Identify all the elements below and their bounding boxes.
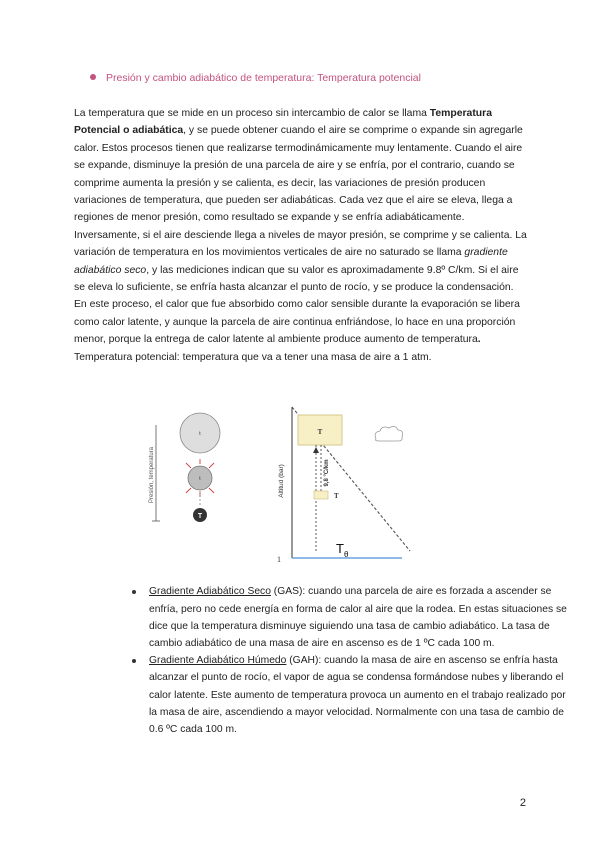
list-term: Gradiente Adiabático Húmedo	[149, 655, 287, 667]
gradient-list	[92, 583, 572, 738]
para-text-2: , y se puede obtener cuando el aire se comprime o expande sin agregarle calor. Estos procesos tienen que realizarse termodinámicamente muy lentamente. Cuando el aire se expande, disminuye la presión de una parcela de aire y se enfría, por el contrario, cuando se comprime aumenta la presión y se calienta, es decir, las variaciones de presión producen variaciones de temperatura, que pueden ser adiabáticas. Cada vez que el aire se eleva, llega a regiones de menor presión, como resultado se expande y se enfría adiabáticamente. Inversamente, si el aire desciende llega a niveles de mayor presión, se comprime y se calienta. La variación de temperatura en los movimientos verticales de aire no saturado se llama	[74, 125, 527, 259]
section-heading	[90, 72, 421, 84]
para-bold-term: Temperatura Potencial o adiabática	[74, 108, 492, 137]
ascent-arrow-icon	[313, 447, 319, 453]
para-bold-dot: .	[477, 334, 481, 346]
page-number: 2	[519, 797, 526, 809]
heading-bullet-icon	[90, 74, 96, 80]
list-term: Gradiente Adiabático Seco	[149, 586, 271, 598]
lower-parcel-box	[314, 491, 328, 499]
para-text-1: La temperatura que se mide en un proceso sin intercambio de calor se llama	[74, 108, 430, 119]
paragraph-definition: Temperatura potencial: temperatura que va a tener una masa de aire a 1 atm.	[74, 351, 432, 363]
cloud-icon	[375, 426, 402, 441]
theta-label: $T_\theta$	[336, 541, 349, 559]
paragraph-body	[74, 105, 528, 349]
balloon-large-label: t	[199, 431, 201, 437]
list-text: (GAH): cuando la masa de aire en ascenso se enfría hasta alcanzar el punto de rocío, el vapor de agua se condensa formándose nubes y liberando el calor latente. Este aumento de temperatura provoca un aumento en el trabajo realizado por la masa de aire, ascendiendo a mayor velocidad. Normalmente con una tasa de cambio de 0.6 ºC cada 100 m.	[149, 655, 566, 735]
para-text-3: , y las mediciones indican que su valor es aproximadamente 9.8º C/km. Si el aire se eleva lo suficiente, se enfría hasta alcanzar el punto de rocío, y se produce la condensación. En este proceso, el calor que fue absorbido como calor sensible durante la evaporación se libera como calor latente, y aunque la parcela de aire continua enfriándose, lo hace en una proporción menor, porque la entrega de calor latente al ambiente produce aumento de temperatura	[74, 264, 520, 346]
para-italic-term: gradiente adiabático seco	[74, 247, 508, 276]
bottom-marker-label: T	[197, 513, 203, 520]
list-item	[132, 652, 572, 738]
lapse-rate-label: 9,8 °C/km	[324, 459, 330, 487]
axis-one-label: 1	[277, 555, 281, 564]
y-axis-label: Altitud (bar)	[278, 464, 285, 498]
main-paragraph	[74, 105, 528, 366]
bullet-icon	[132, 590, 136, 594]
parcel-box-label: T	[317, 428, 323, 436]
left-axis-label: Presión, temperatura	[149, 446, 155, 504]
list-item	[132, 583, 572, 652]
lower-parcel-label: T	[334, 492, 339, 500]
list-text: (GAS): cuando una parcela de aire es forzada a ascender se enfría, pero no cede energía en forma de calor al aire que la rodea. En estas situaciones se dice que la temperatura disminuye siguiendo una tasa de cambio adiabático. La tasa de cambio adiabático de una masa de aire en ascenso es de 1 ºC cada 100 m.	[149, 586, 567, 649]
bullet-icon	[132, 659, 136, 663]
adiabatic-figure	[140, 403, 470, 568]
heading-text: Presión y cambio adiabático de temperatura: Temperatura potencial	[106, 72, 421, 84]
balloon-small-label: t	[199, 476, 201, 482]
